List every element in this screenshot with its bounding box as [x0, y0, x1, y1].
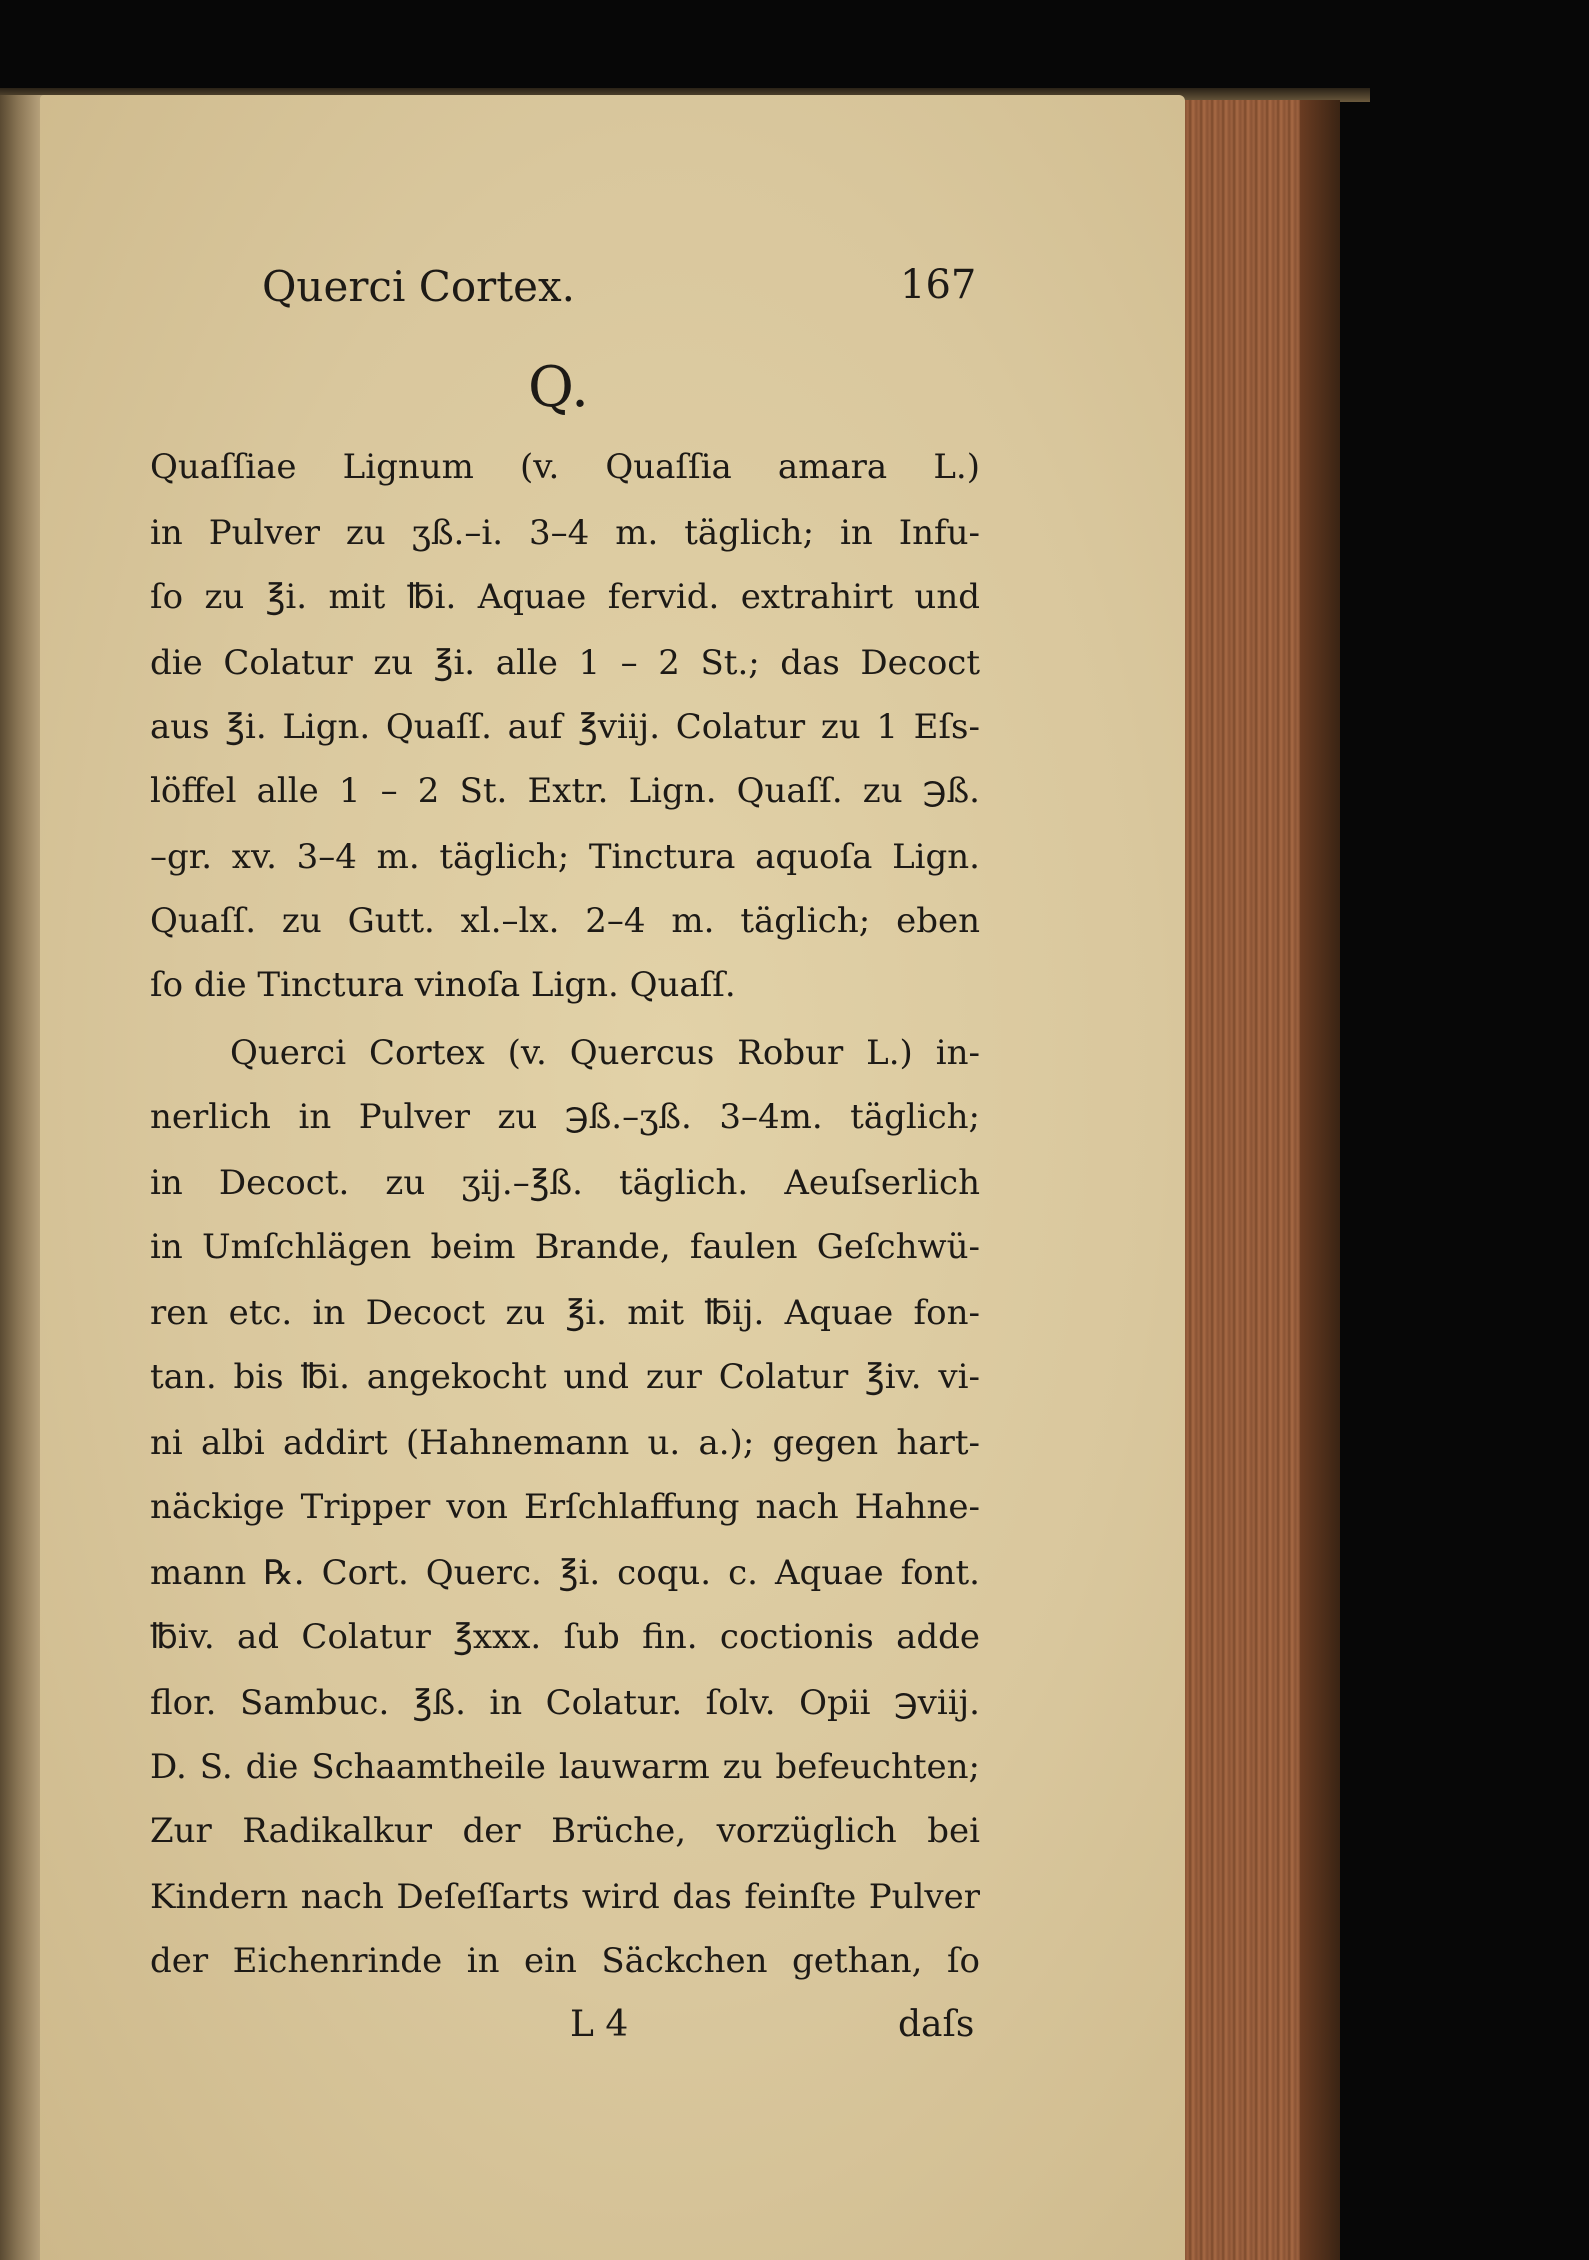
- text-line: in Pulver zu ʒß.–i. 3–4 m. täglich; in Infu-: [150, 513, 980, 553]
- text-line: aus ℥i. Lign. Quaſſ. auf ℥viij. Colatur zu 1 Eſs-: [150, 707, 980, 747]
- page-number: 167: [900, 262, 977, 308]
- text-line: D. S. die Schaamtheile lauwarm zu befeuchten;: [150, 1747, 980, 1787]
- section-letter: Q.: [528, 355, 589, 420]
- text-line: Querci Cortex (v. Quercus Robur L.) in-: [230, 1033, 980, 1073]
- text-line: mann ℞. Cort. Querc. ℥i. coqu. c. Aquae font.: [150, 1553, 980, 1593]
- body-text: [150, 0, 980, 2260]
- text-line: ℔iv. ad Colatur ℥xxx. ſub fin. coctionis adde: [150, 1617, 980, 1657]
- text-line: ſo die Tinctura vinoſa Lign. Quaſſ.: [150, 965, 736, 1005]
- page-edge-shadow: [1300, 100, 1340, 2260]
- text-line: in Umſchlägen beim Brande, faulen Geſchwü-: [150, 1227, 980, 1267]
- signature-mark: L 4: [570, 2004, 629, 2045]
- text-line: Quaſſ. zu Gutt. xl.–lx. 2–4 m. täglich; eben: [150, 901, 980, 941]
- text-line: Zur Radikalkur der Brüche, vorzüglich bei: [150, 1811, 980, 1851]
- text-line: ſo zu ℥i. mit ℔i. Aquae fervid. extrahirt und: [150, 577, 980, 617]
- page-block-edges: [1185, 100, 1315, 2260]
- text-line: die Colatur zu ℥i. alle 1 – 2 St.; das Decoct: [150, 643, 980, 683]
- text-line: flor. Sambuc. ℥ß. in Colatur. ſolv. Opii ℈viij.: [150, 1683, 980, 1723]
- running-head: Querci Cortex.: [262, 262, 575, 311]
- catchword: daſs: [898, 2004, 975, 2045]
- text-line: der Eichenrinde in ein Säckchen gethan, ſo: [150, 1941, 980, 1981]
- text-line: ren etc. in Decoct zu ℥i. mit ℔ij. Aquae fon-: [150, 1293, 980, 1333]
- text-line: in Decoct. zu ʒij.–℥ß. täglich. Aeuſserlich: [150, 1163, 980, 1203]
- text-line: nerlich in Pulver zu ℈ß.–ʒß. 3–4m. täglich;: [150, 1097, 980, 1137]
- text-line: löffel alle 1 – 2 St. Extr. Lign. Quaſſ. zu ℈ß.: [150, 771, 980, 811]
- text-line: Kindern nach Deſeſſarts wird das feinſte Pulver: [150, 1877, 980, 1917]
- text-line: Quaſſiae Lignum (v. Quaſſia amara L.): [150, 447, 980, 487]
- text-line: tan. bis ℔i. angekocht und zur Colatur ℥iv. vi-: [150, 1357, 980, 1397]
- text-line: ni albi addirt (Hahnemann u. a.); gegen hart-: [150, 1423, 980, 1463]
- text-line: –gr. xv. 3–4 m. täglich; Tinctura aquoſa Lign.: [150, 837, 980, 877]
- text-line: näckige Tripper von Erſchlaffung nach Hahne-: [150, 1487, 980, 1527]
